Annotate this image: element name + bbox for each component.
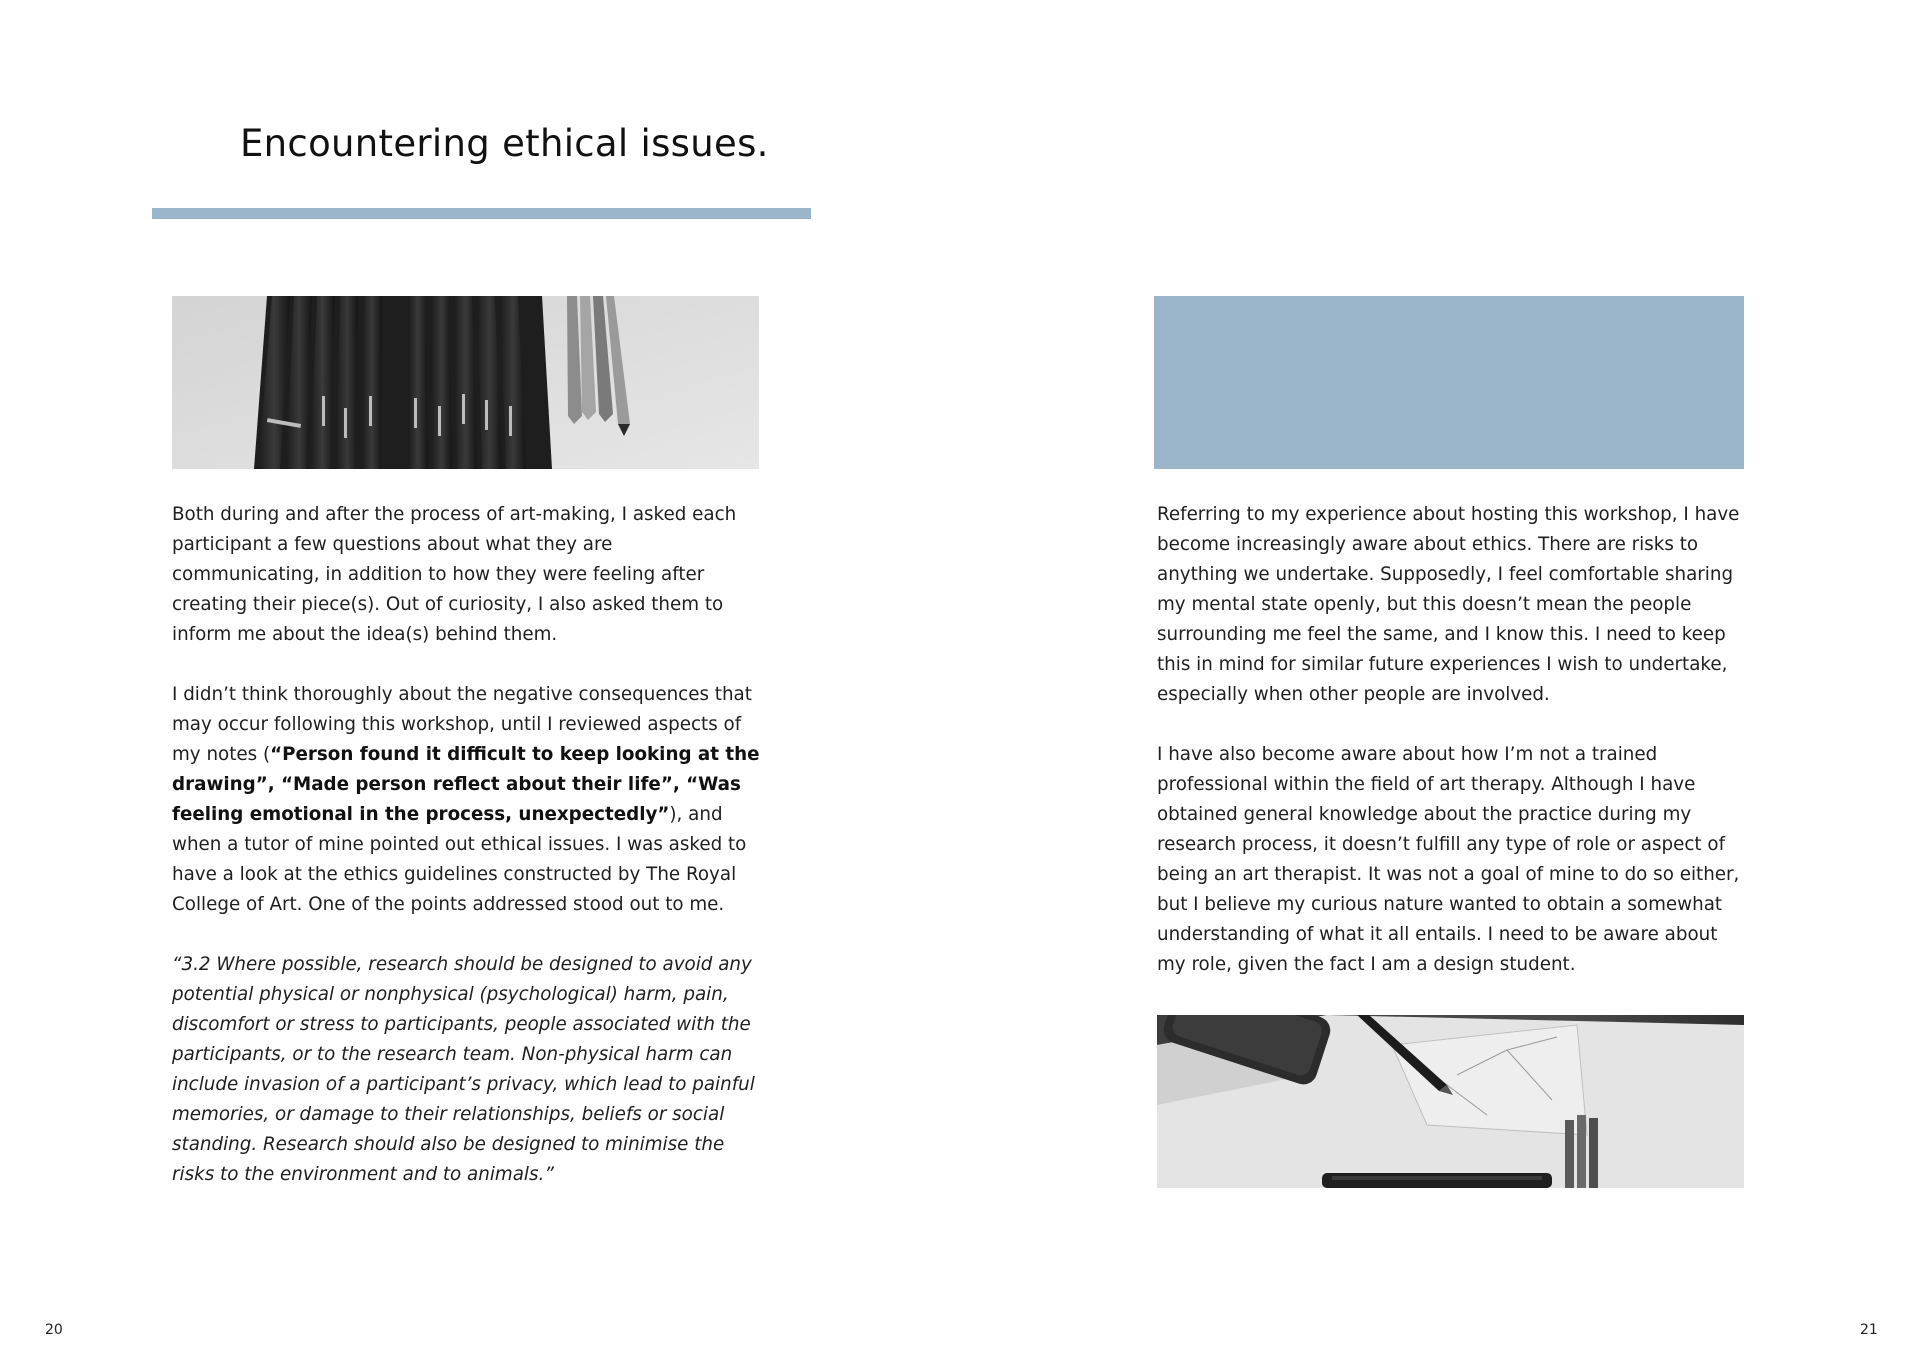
drawing-table-photo <box>1157 1015 1744 1188</box>
left-paragraph-2-outro: ), and when a tutor of mine pointed out ethical issues. I was asked to have a look at the ethics guidelines constructed by The Royal College of Art. One of the points addressed stood out to me. <box>172 804 747 915</box>
left-text-column <box>172 500 762 1220</box>
left-paragraph-2 <box>172 680 762 920</box>
accent-color-block <box>1154 296 1744 469</box>
right-paragraph-1: Referring to my experience about hosting this workshop, I have become increasingly aware about ethics. There are risks to anything we undertake. Supposedly, I feel comfortable sharing my mental state openly, but this doesn’t mean the people surrounding me feel the same, and I know this. I need to keep this in mind for similar future experiences I wish to undertake, especially when other people are involved. <box>1157 504 1740 705</box>
participant-notes-quotes: “Person found it difficult to keep looking at the drawing”, “Made person reflect about their life”, “Was feeling emotional in the process, unexpectedly” <box>172 744 760 825</box>
left-paragraph-2-intro: I didn’t think thoroughly about the negative consequences that may occur following this workshop, until I reviewed aspects of my notes ( <box>172 684 752 765</box>
right-text-column <box>1157 500 1747 1010</box>
page-title: Encountering ethical issues. <box>240 122 769 165</box>
page-number-right: 21 <box>1860 1322 1878 1338</box>
left-paragraph-1: Both during and after the process of art-making, I asked each participant a few questions about what they are communicating, in addition to how they were feeling after creating their piece(s). Out of curiosity, I also asked them to inform me about the idea(s) behind them. <box>172 504 737 645</box>
ethics-guideline-quote: “3.2 Where possible, research should be designed to avoid any potential physical or nonphysical (psychological) harm, pain, discomfort or stress to participants, people associated with the participants, or to the research team. Non-physical harm can include invasion of a participant’s privacy, which lead to painful memories, or damage to their relationships, beliefs or social standing. Research should also be designed to minimise the risks to the environment and to animals.” <box>172 954 755 1185</box>
page-number-left: 20 <box>45 1322 63 1338</box>
pencils-tray-photo <box>172 296 759 469</box>
title-underline-bar <box>152 208 811 219</box>
right-paragraph-2: I have also become aware about how I’m not a trained professional within the field of art therapy. Although I have obtained general knowledge about the practice during my research process, it doesn’t fulfill any type of role or aspect of being an art therapist. It was not a goal of mine to do so either, but I believe my curious nature wanted to obtain a somewhat understanding of what it all entails. I need to be aware about my role, given the fact I am a design student. <box>1157 744 1740 975</box>
